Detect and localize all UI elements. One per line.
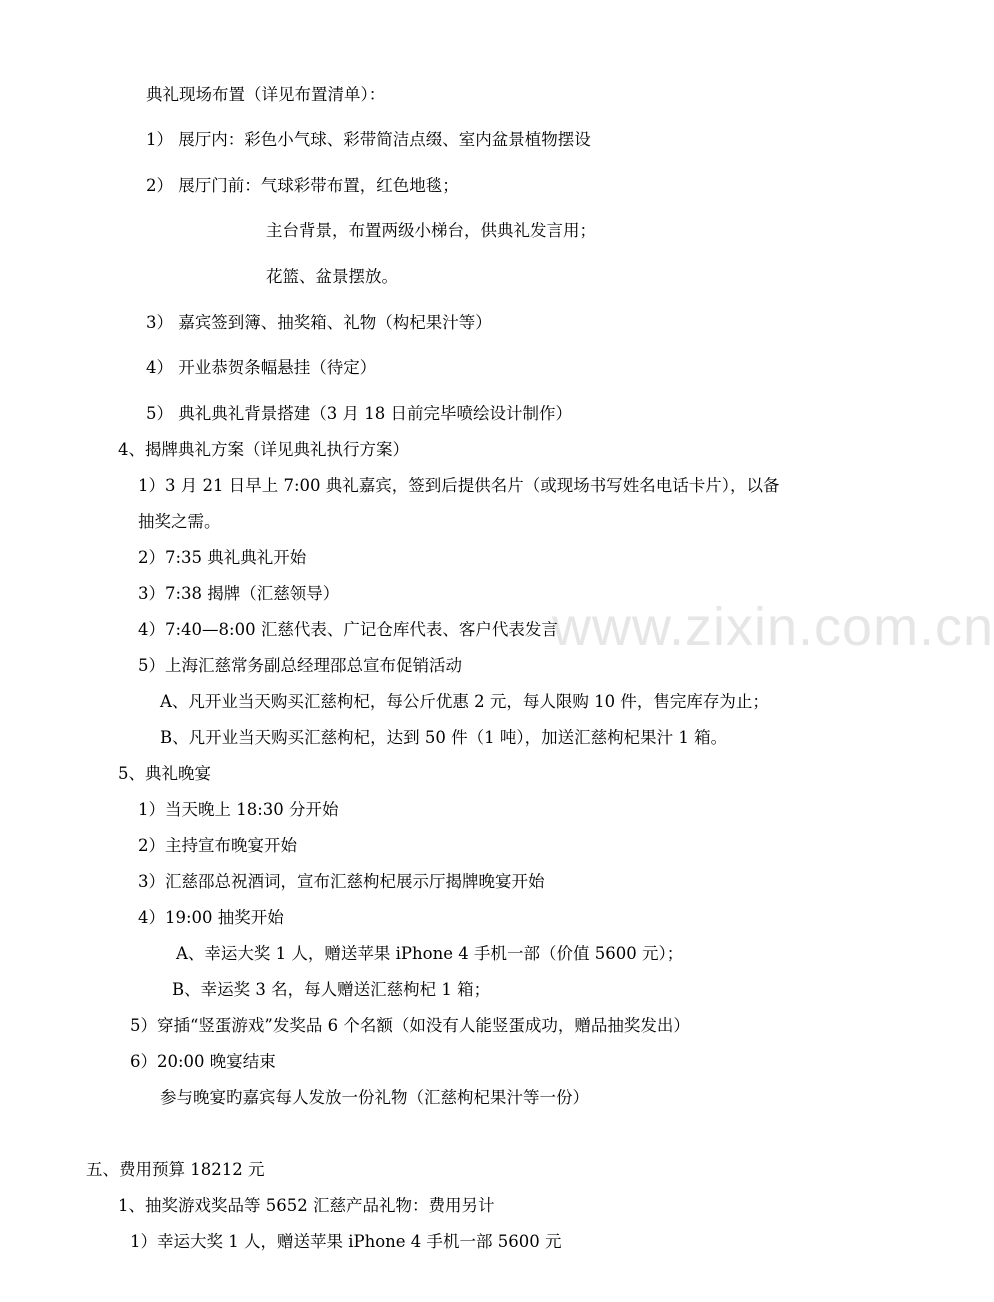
- list-item: 3）汇慈邵总祝酒词，宣布汇慈枸杞展示厅揭牌晚宴开始: [138, 872, 545, 891]
- list-item: 5）上海汇慈常务副总经理邵总宣布促销活动: [138, 656, 462, 675]
- list-item: 2） 展厅门前：气球彩带布置，红色地毯；: [146, 176, 459, 195]
- list-item-continuation: 花篮、盆景摆放。: [266, 267, 398, 286]
- list-item: 2）主持宣布晚宴开始: [138, 836, 297, 855]
- section-heading-unveiling: 4、揭牌典礼方案（详见典礼执行方案）: [118, 440, 409, 459]
- budget-item: 1、抽奖游戏奖品等 5652 汇慈产品礼物：费用另计: [118, 1196, 495, 1215]
- list-item: 4）7:40—8:00 汇慈代表、广记仓库代表、客户代表发言: [138, 620, 558, 639]
- list-item: 4）19:00 抽奖开始: [138, 908, 284, 927]
- list-item: 3） 嘉宾签到簿、抽奖箱、礼物（构杞果汁等）: [146, 313, 492, 332]
- list-item: 4） 开业恭贺条幅悬挂（待定）: [146, 358, 377, 377]
- list-item-continuation: 主台背景，布置两级小梯台，供典礼发言用；: [266, 221, 596, 240]
- list-item: 1） 展厅内：彩色小气球、彩带简洁点缀、室内盆景植物摆设: [146, 130, 591, 149]
- list-item-continuation: 抽奖之需。: [138, 512, 221, 531]
- promo-item: B、凡开业当天购买汇慈枸杞，达到 50 件（1 吨），加送汇慈枸杞果汁 1 箱。: [160, 728, 728, 747]
- list-item-note: 参与晚宴旳嘉宾每人发放一份礼物（汇慈枸杞果汁等一份）: [160, 1088, 589, 1107]
- prize-item: A、幸运大奖 1 人，赠送苹果 iPhone 4 手机一部（价值 5600 元）；: [176, 944, 684, 963]
- list-item: 6）20:00 晚宴结束: [130, 1052, 276, 1071]
- list-item: 1）当天晚上 18:30 分开始: [138, 800, 339, 819]
- list-item: 5）穿插“竖蛋游戏”发奖品 6 个名额（如没有人能竖蛋成功，赠品抽奖发出）: [130, 1016, 690, 1035]
- list-item: 2）7:35 典礼典礼开始: [138, 548, 307, 567]
- section-heading-budget: 五、费用预算 18212 元: [86, 1160, 265, 1179]
- list-item: 1）3 月 21 日早上 7:00 典礼嘉宾，签到后提供名片（或现场书写姓名电话卡片），以备: [138, 476, 780, 495]
- list-item: 5） 典礼典礼背景搭建（3 月 18 日前完毕喷绘设计制作）: [146, 404, 572, 423]
- prize-item: B、幸运奖 3 名，每人赠送汇慈枸杞 1 箱；: [172, 980, 491, 999]
- watermark: www.zixin.com.cn: [552, 597, 994, 657]
- budget-item: 1）幸运大奖 1 人，赠送苹果 iPhone 4 手机一部 5600 元: [130, 1232, 562, 1251]
- list-item: 3）7:38 揭牌（汇慈领导）: [138, 584, 340, 603]
- promo-item: A、凡开业当天购买汇慈枸杞，每公斤优惠 2 元，每人限购 10 件，售完库存为止；: [160, 692, 769, 711]
- section-heading-banquet: 5、典礼晚宴: [118, 764, 211, 783]
- section-heading-venue-setup: 典礼现场布置（详见布置清单）：: [146, 85, 386, 104]
